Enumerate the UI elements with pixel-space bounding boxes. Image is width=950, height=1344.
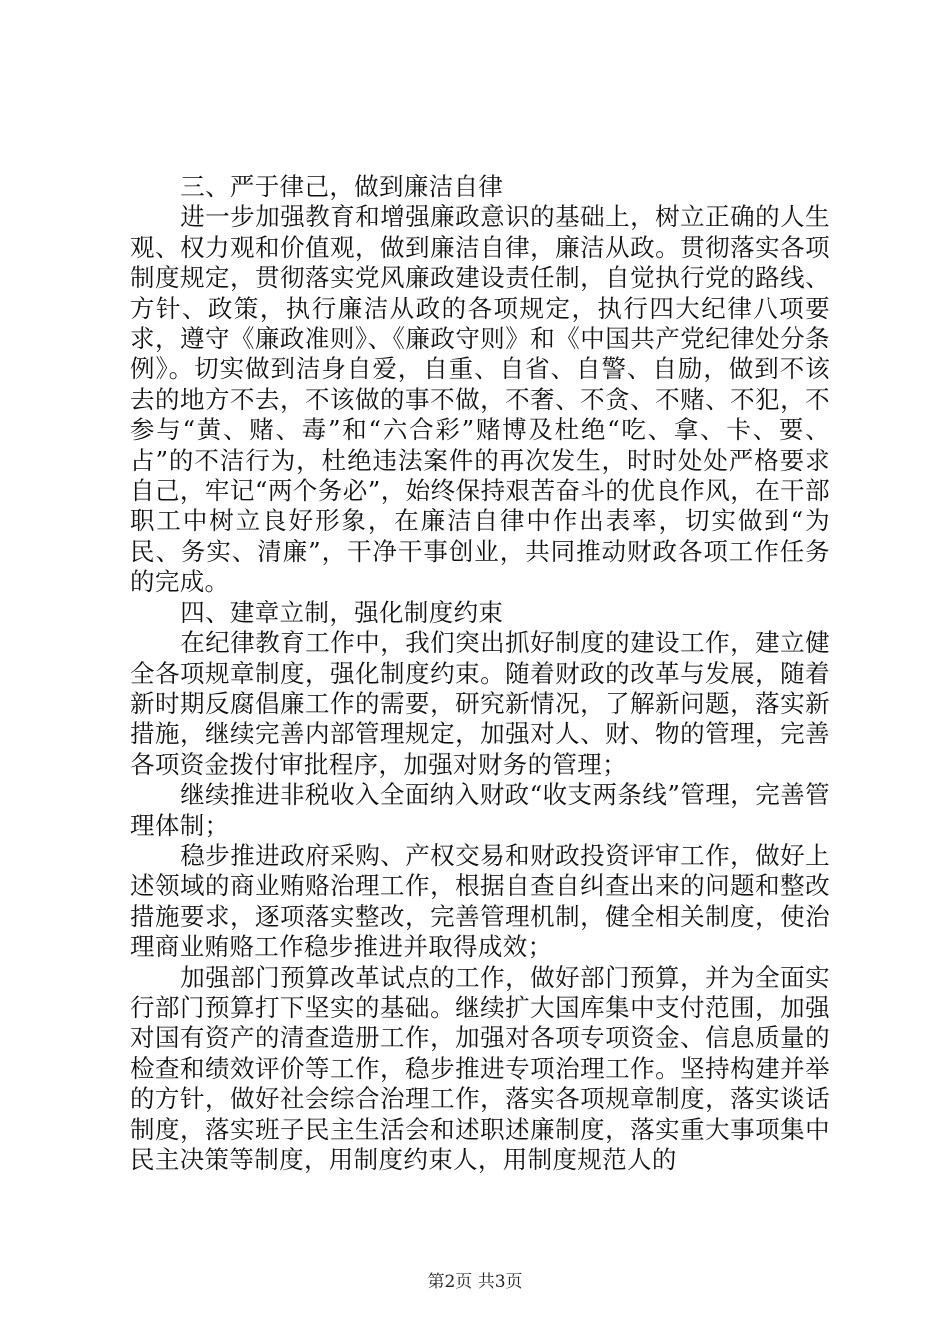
section-heading: 三、严于律己，做到廉洁自律 (180, 172, 504, 201)
body-paragraph: 加强部门预算改革试点的工作，做好部门预算，并为全面实行部门预算打下坚实的基础。继续扩大国库集中支付范围，加强对国有资产的清查造册工作，加强对各项专项资金、信息质量的检查和绩效评价等工作，稳步推进专项治理工作。坚持构建并举的方针，做好社会综合治理工作，落实各项规章制度，落实谈话制度，落实班子民主生活会和述职述廉制度，落实重大事项集中民主决策等制度，用制度约束人，用制度规范人的 (130, 962, 830, 1174)
body-paragraph: 稳步推进政府采购、产权交易和财政投资评审工作，做好上述领域的商业贿赂治理工作，根据自查自纠查出来的问题和整改措施要求，逐项落实整改，完善管理机制，健全相关制度，使治理商业贿赂工作稳步推进并取得成效； (130, 840, 830, 962)
body-paragraph: 在纪律教育工作中，我们突出抓好制度的建设工作，建立健全各项规章制度，强化制度约束。随着财政的改革与发展，随着新时期反腐倡廉工作的需要，研究新情况，了解新问题，落实新措施，继续完善内部管理规定，加强对人、财、物的管理，完善各项资金拨付审批程序，加强对财务的管理； (130, 628, 830, 779)
document-body (130, 172, 830, 1175)
section-heading: 四、建章立制，强化制度约束 (180, 597, 504, 627)
body-paragraph: 进一步加强教育和增强廉政意识的基础上，树立正确的人生观、权力观和价值观，做到廉洁自律，廉洁从政。贯彻落实各项制度规定，贯彻落实党风廉政建设责任制，自觉执行党的路线、方针、政策，执行廉洁从政的各项规定，执行四大纪律八项要求，遵守《廉政准则》、《廉政守则》和《中国共产党纪律处分条例》。切实做到洁身自爱，自重、自省、自警、自励，做到不该去的地方不去，不该做的事不做，不奢、不贪、不赌、不犯，不参与“黄、赌、毒”和“六合彩”赌博及杜绝“吃、拿、卡、要、占”的不洁行为，杜绝违法案件的再次发生，时时处处严格要求自己，牢记“两个务必”，始终保持艰苦奋斗的优良作风，在干部职工中树立良好形象，在廉洁自律中作出表率，切实做到“为民、务实、清廉”，干净干事创业，共同推动财政各项工作任务的完成。 (130, 202, 830, 597)
page-footer: 第2页 共3页 (427, 1272, 523, 1292)
body-paragraph: 继续推进非税收入全面纳入财政“收支两条线”管理，完善管理体制； (130, 780, 830, 840)
